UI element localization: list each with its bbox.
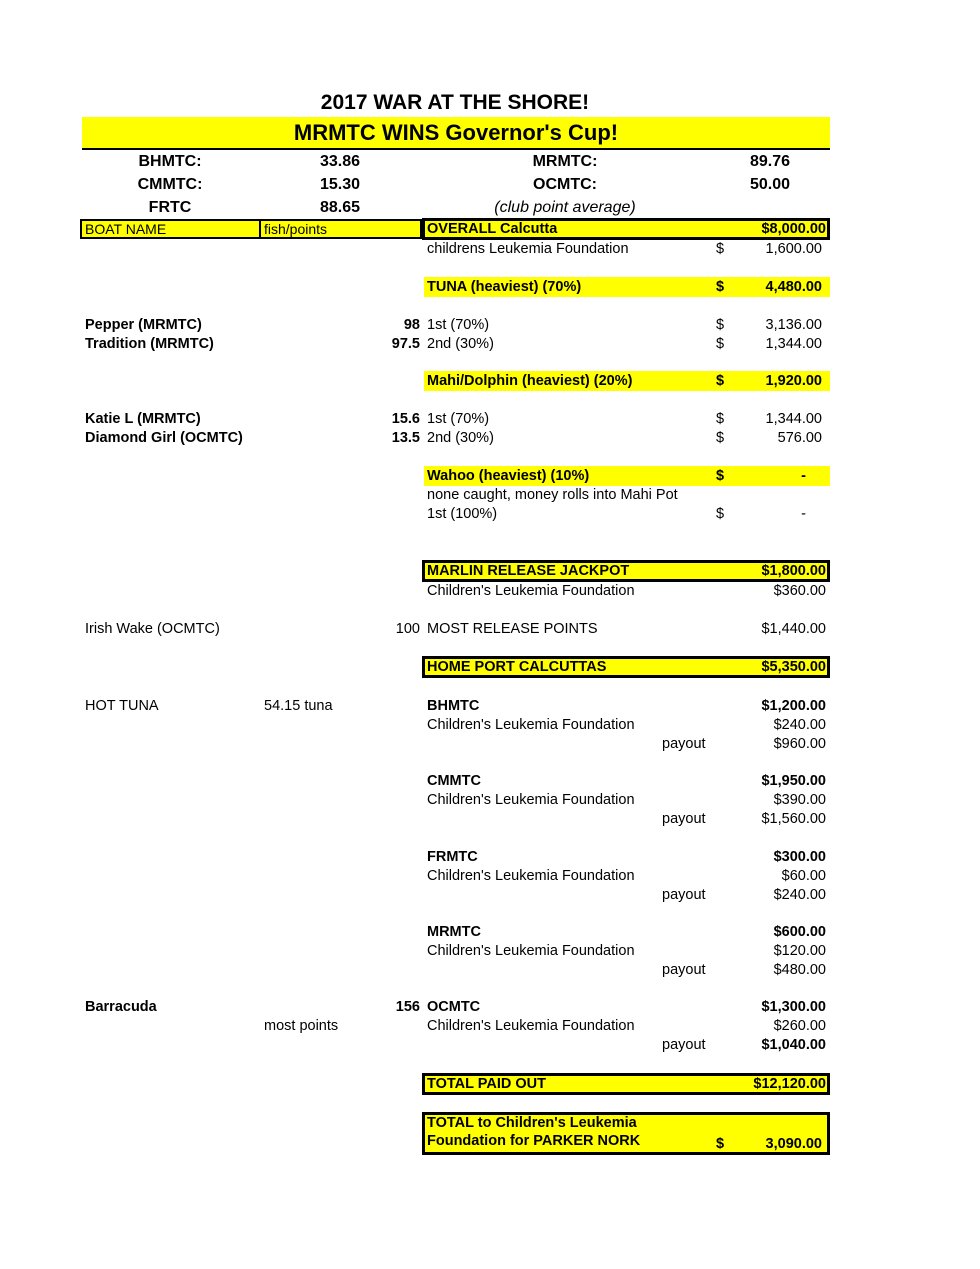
dollar-sign: $ xyxy=(716,336,725,352)
club-calcutta-name: BHMTC xyxy=(427,698,480,714)
home-port-amount: $5,350.00 xyxy=(761,659,826,675)
club-foundation-amount: $240.00 xyxy=(773,717,826,733)
club-score: 50.00 xyxy=(749,176,791,193)
dollar-sign: $ xyxy=(716,430,725,446)
boat-note: most points xyxy=(264,1018,339,1034)
payout-label: payout xyxy=(662,962,706,978)
club-payout-amount: $240.00 xyxy=(773,887,826,903)
club-name: FRTC xyxy=(148,199,192,216)
banner-underline xyxy=(82,148,830,150)
place-amount: 1,344.00 xyxy=(765,336,822,352)
club-foundation-label: Children's Leukemia Foundation xyxy=(427,868,635,884)
place-label: 1st (70%) xyxy=(427,411,490,427)
home-port-label: HOME PORT CALCUTTAS xyxy=(427,659,607,675)
place-label: 1st (70%) xyxy=(427,317,490,333)
club-score: 89.76 xyxy=(749,153,791,170)
boat-name: Irish Wake (OCMTC) xyxy=(85,621,220,637)
boat-name: HOT TUNA xyxy=(85,698,159,714)
dollar-sign: $ xyxy=(716,411,725,427)
club-calcutta-name: CMMTC xyxy=(427,773,481,789)
club-foundation-amount: $390.00 xyxy=(773,792,826,808)
dollar-sign: $ xyxy=(716,241,725,257)
place-amount: - xyxy=(801,506,806,522)
dollar-sign: $ xyxy=(716,506,725,522)
club-foundation-label: Children's Leukemia Foundation xyxy=(427,792,635,808)
club-foundation-amount: $60.00 xyxy=(781,868,826,884)
club-name: OCMTC: xyxy=(533,176,597,193)
club-calcutta-total: $600.00 xyxy=(773,924,826,940)
mahi-amount: 1,920.00 xyxy=(765,373,822,389)
club-calcutta-total: $1,300.00 xyxy=(761,999,826,1015)
place-label: 1st (100%) xyxy=(427,506,498,522)
page-title: 2017 WAR AT THE SHORE! xyxy=(320,91,590,114)
place-amount: 576.00 xyxy=(777,430,822,446)
place-label: 2nd (30%) xyxy=(427,430,494,446)
marlin-winner-label: MOST RELEASE POINTS xyxy=(427,621,598,637)
club-payout-amount: $1,560.00 xyxy=(761,811,826,827)
dollar-sign: $ xyxy=(716,279,725,295)
club-score-note: (club point average) xyxy=(494,199,636,216)
marlin-foundation-amount: $360.00 xyxy=(773,583,826,599)
tuna-amount: 4,480.00 xyxy=(765,279,822,295)
club-name: MRMTC: xyxy=(532,153,598,170)
tuna-label: TUNA (heaviest) (70%) xyxy=(427,279,582,295)
club-name: BHMTC: xyxy=(138,153,202,170)
boat-name: Diamond Girl (OCMTC) xyxy=(85,430,243,446)
dollar-sign: $ xyxy=(716,1136,725,1152)
place-amount: 1,344.00 xyxy=(765,411,822,427)
overall-amount: $8,000.00 xyxy=(761,221,826,237)
club-score: 88.65 xyxy=(319,199,361,216)
payout-label: payout xyxy=(662,1037,706,1053)
place-amount: 3,136.00 xyxy=(765,317,822,333)
club-foundation-label: Children's Leukemia Foundation xyxy=(427,717,635,733)
total-foundation-line1: TOTAL to Children's Leukemia xyxy=(427,1115,637,1131)
overall-foundation-label: childrens Leukemia Foundation xyxy=(427,241,629,257)
banner-text: MRMTC WINS Governor's Cup! xyxy=(293,120,619,145)
boat-name: Tradition (MRMTC) xyxy=(85,336,214,352)
club-foundation-label: Children's Leukemia Foundation xyxy=(427,943,635,959)
club-payout-amount: $960.00 xyxy=(773,736,826,752)
total-paid-label: TOTAL PAID OUT xyxy=(427,1076,546,1092)
dollar-sign: $ xyxy=(716,317,725,333)
payout-label: payout xyxy=(662,736,706,752)
total-foundation-amount: 3,090.00 xyxy=(765,1136,822,1152)
club-payout-amount: $480.00 xyxy=(773,962,826,978)
club-calcutta-name: MRMTC xyxy=(427,924,481,940)
club-score: 15.30 xyxy=(319,176,361,193)
club-foundation-amount: $260.00 xyxy=(773,1018,826,1034)
boat-points: 15.6 xyxy=(391,411,420,427)
marlin-amount: $1,800.00 xyxy=(761,563,826,579)
marlin-winner-amount: $1,440.00 xyxy=(761,621,826,637)
marlin-foundation-label: Children's Leukemia Foundation xyxy=(427,583,635,599)
fish-points-header: fish/points xyxy=(264,221,328,237)
total-paid-amount: $12,120.00 xyxy=(753,1076,826,1092)
marlin-label: MARLIN RELEASE JACKPOT xyxy=(427,563,630,579)
wahoo-label: Wahoo (heaviest) (10%) xyxy=(427,468,590,484)
boat-points: 13.5 xyxy=(391,430,420,446)
overall-foundation-amount: 1,600.00 xyxy=(765,241,822,257)
dollar-sign: $ xyxy=(716,468,725,484)
mahi-label: Mahi/Dolphin (heaviest) (20%) xyxy=(427,373,633,389)
dollar-sign: $ xyxy=(716,373,725,389)
boat-fish: 54.15 tuna xyxy=(264,698,333,714)
boat-name: Barracuda xyxy=(85,999,157,1015)
club-calcutta-total: $1,200.00 xyxy=(761,698,826,714)
boat-name: Katie L (MRMTC) xyxy=(85,411,201,427)
club-name: CMMTC: xyxy=(137,176,203,193)
payout-label: payout xyxy=(662,811,706,827)
club-calcutta-total: $300.00 xyxy=(773,849,826,865)
overall-label: OVERALL Calcutta xyxy=(427,221,558,237)
boat-points: 156 xyxy=(395,999,420,1015)
club-calcutta-name: FRMTC xyxy=(427,849,478,865)
boat-name: Pepper (MRMTC) xyxy=(85,317,202,333)
boat-points: 100 xyxy=(395,621,420,637)
club-foundation-amount: $120.00 xyxy=(773,943,826,959)
payout-label: payout xyxy=(662,887,706,903)
club-calcutta-total: $1,950.00 xyxy=(761,773,826,789)
place-label: 2nd (30%) xyxy=(427,336,494,352)
club-payout-amount: $1,040.00 xyxy=(761,1037,826,1053)
wahoo-amount: - xyxy=(801,468,806,484)
club-score: 33.86 xyxy=(319,153,361,170)
club-calcutta-name: OCMTC xyxy=(427,999,481,1015)
club-foundation-label: Children's Leukemia Foundation xyxy=(427,1018,635,1034)
boat-points: 98 xyxy=(403,317,420,333)
boat-name-header: BOAT NAME xyxy=(85,221,167,237)
boat-points: 97.5 xyxy=(391,336,420,352)
wahoo-note: none caught, money rolls into Mahi Pot xyxy=(427,487,678,503)
total-foundation-line2: Foundation for PARKER NORK xyxy=(427,1133,641,1149)
